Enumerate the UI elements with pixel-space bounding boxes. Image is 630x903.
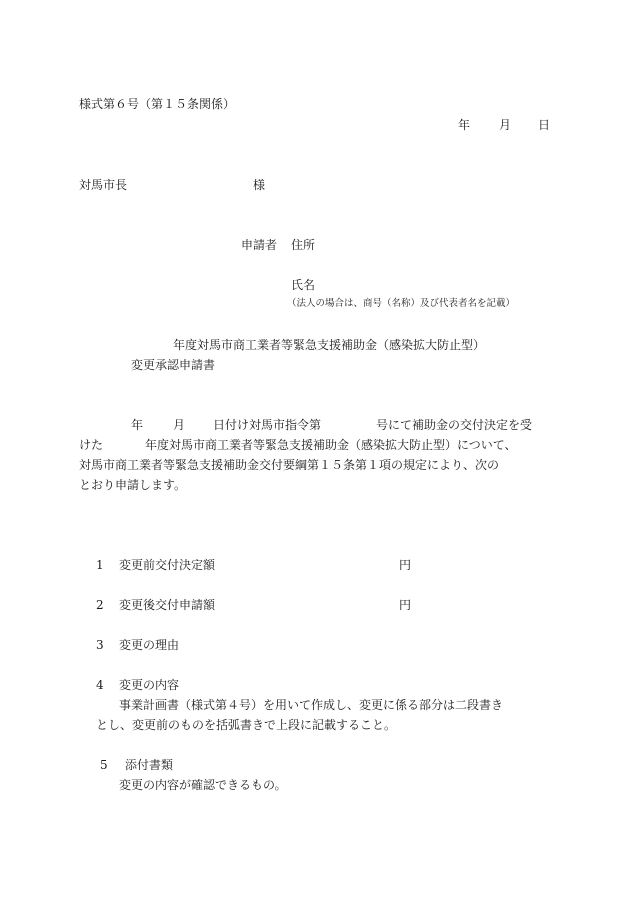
date-month: 月 <box>499 118 512 132</box>
body-l1-month: 月 <box>173 418 186 432</box>
item-1-label: 変更前交付決定額 <box>119 558 216 572</box>
applicant-name-label: 氏名 <box>291 278 316 292</box>
item-2-unit: 円 <box>399 598 412 612</box>
body-l1-rest: 日付け対馬市指令第 <box>213 418 322 432</box>
item-5-label: 添付書類 <box>125 758 174 772</box>
item-1-number: 1 <box>96 558 104 572</box>
item-3-label: 変更の理由 <box>119 638 180 652</box>
addressee-name: 対馬市長 <box>79 178 128 192</box>
document-title-line1: 年度対馬市商工業者等緊急支援補助金（感染拡大防止型） <box>173 338 486 352</box>
item-4-number: 4 <box>96 678 104 692</box>
body-line4: とおり申請します。 <box>79 478 187 492</box>
applicant-address-label: 住所 <box>291 238 316 252</box>
item-2-label: 変更後交付申請額 <box>119 598 216 612</box>
date-day: 日 <box>538 118 551 132</box>
item-5-description: 変更の内容が確認できるもの。 <box>119 778 287 792</box>
addressee-honorific: 様 <box>253 178 266 192</box>
applicant-label: 申請者 <box>241 238 278 252</box>
item-2-number: 2 <box>96 598 104 612</box>
form-number: 様式第６号（第１５条関係） <box>79 97 236 111</box>
body-line3: 対馬市商工業者等緊急支援補助金交付要綱第１５条第１項の規定により、次の <box>79 458 500 472</box>
document-title-line2: 変更承認申請書 <box>131 358 216 372</box>
date-year: 年 <box>458 118 471 132</box>
item-1-unit: 円 <box>399 558 412 572</box>
body-l1-year: 年 <box>131 418 144 432</box>
body-l2-rest: 年度対馬市商工業者等緊急支援補助金（感染拡大防止型）について、 <box>145 438 517 452</box>
item-5-number: 5 <box>100 758 108 772</box>
item-4-label: 変更の内容 <box>119 678 180 692</box>
item-4-description-line2: とし、変更前のものを括弧書きで上段に記載すること。 <box>96 718 397 732</box>
body-l1-end: 号にて補助金の交付決定を受 <box>376 418 533 432</box>
item-3-number: 3 <box>96 638 104 652</box>
body-l2-start: けた <box>79 438 104 452</box>
item-4-description-line1: 事業計画書（様式第４号）を用いて作成し、変更に係る部分は二段書き <box>119 698 504 712</box>
applicant-name-note: （法人の場合は、商号（名称）及び代表者名を記載） <box>287 298 516 309</box>
